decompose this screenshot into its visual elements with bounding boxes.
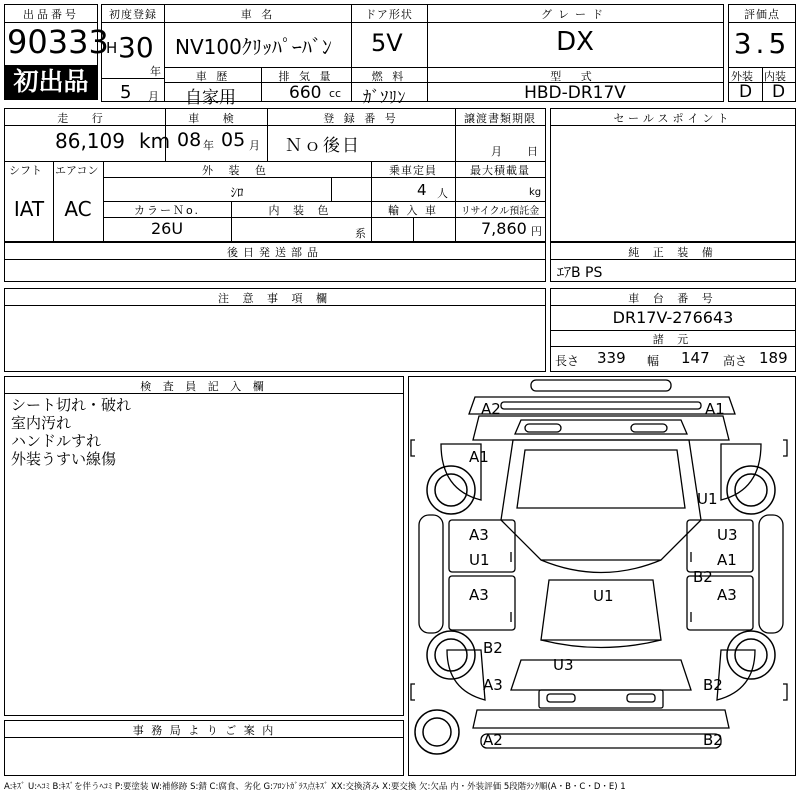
- width-label: 幅: [647, 354, 660, 368]
- damage-mark: U1: [593, 587, 614, 605]
- color-no-label: カラーＮo.: [133, 204, 201, 217]
- chassis-box: [550, 288, 796, 372]
- height-label: 高さ: [723, 354, 748, 368]
- damage-mark: A3: [483, 676, 503, 694]
- month-unit: 月: [148, 90, 159, 103]
- model-value: HBD-DR17V: [524, 83, 626, 103]
- model-label: 型 式: [550, 70, 600, 83]
- damage-mark: B2: [703, 731, 723, 749]
- ac-label: エアコン: [55, 164, 99, 177]
- capacity-unit: 人: [437, 187, 448, 200]
- sales-points-box: [550, 108, 796, 242]
- recycle-unit: 円: [531, 225, 542, 238]
- grade-value: DX: [556, 27, 594, 57]
- first-reg-box: [101, 4, 165, 102]
- year-era: H: [106, 39, 118, 57]
- damage-mark: A1: [469, 448, 489, 466]
- damage-mark: B2: [703, 676, 723, 694]
- ext-grade: D: [738, 82, 753, 102]
- shift-label: シフト: [9, 164, 42, 177]
- lot-label: 出品番号: [23, 8, 79, 21]
- year-unit: 年: [150, 65, 161, 78]
- history-value: 自家用: [185, 88, 236, 108]
- genuine-label: 純 正 装 備: [628, 246, 718, 259]
- genuine-value: ｴｱB PS: [557, 265, 603, 281]
- legend: A:ｷｽﾞ U:ﾍｺﾐ B:ｷｽﾞを伴うﾍｺﾐ P:要塗装 W:補修跡 S:錆 C:腐食、劣化 G:ﾌﾛﾝﾄｶﾞﾗｽ点ｷｽﾞ XX:交換済み X:要交換 欠:欠品 内・外装評価 5段階ﾗﾝｸ順(A・B・C・D・E) 1: [4, 782, 626, 792]
- car-name: NV100ｸﾘｯﾊﾟｰﾊﾞﾝ: [175, 35, 332, 59]
- damage-mark: U3: [553, 656, 574, 674]
- score-value: 3.5: [733, 27, 791, 60]
- displacement-value: 660: [289, 83, 322, 103]
- transfer-label: 譲渡書類期限: [464, 112, 536, 125]
- reg-label: 登 録 番 号: [323, 112, 399, 125]
- score-box: [728, 4, 796, 102]
- door-label: ドア形状: [365, 8, 413, 21]
- damage-mark: A2: [483, 731, 503, 749]
- capacity-label: 乗車定員: [389, 164, 437, 177]
- inspector-note: 外装うすい線傷: [11, 450, 117, 468]
- reg-value: Ｎｏ後日: [285, 136, 361, 156]
- ext-color-label: 外 装 色: [202, 164, 272, 177]
- sales-points-label: セールスポイント: [613, 112, 733, 125]
- inspector-note: 室内汚れ: [11, 414, 72, 432]
- lot-box: [4, 4, 109, 100]
- notes-label: 注 意 事 項 欄: [218, 292, 332, 305]
- import-label: 輸 入 車: [388, 204, 438, 217]
- first-reg-label: 初度登録: [109, 8, 157, 21]
- capacity-value: 4: [417, 181, 427, 199]
- int-grade-label: 内装: [764, 70, 786, 83]
- damage-mark: A3: [717, 586, 737, 604]
- specs-grid: [4, 108, 546, 242]
- load-unit: kg: [529, 187, 542, 198]
- chassis-label: 車 台 番 号: [628, 292, 718, 305]
- fuel-label: 燃 料: [371, 70, 407, 83]
- damage-mark: A1: [705, 400, 725, 418]
- displacement-label: 排 気 量: [278, 70, 334, 83]
- inspector-label: 検 査 員 記 入 欄: [140, 380, 268, 393]
- first-listing-text: 初出品: [13, 67, 89, 96]
- damage-mark: A3: [469, 586, 489, 604]
- genuine-box: [550, 242, 796, 282]
- transfer-month-unit: 月: [491, 145, 502, 158]
- mileage-unit: km: [139, 129, 171, 153]
- damage-mark: A1: [717, 551, 737, 569]
- grade-label: グレード: [541, 8, 609, 21]
- later-parts-box: [4, 242, 546, 282]
- fuel-value: ｶﾞｿﾘﾝ: [363, 88, 406, 108]
- mileage-value: 86,109: [55, 129, 125, 153]
- recycle-label: リサイクル預託金: [460, 206, 540, 217]
- length-value: 339: [597, 349, 626, 367]
- notes-box: [4, 288, 546, 372]
- shift-value: IAT: [13, 197, 45, 221]
- inspector-notes: [11, 396, 131, 468]
- insp-month-unit: 月: [249, 139, 260, 152]
- history-label: 車 歴: [195, 70, 231, 83]
- int-color-unit: 系: [355, 227, 366, 240]
- damage-mark: A3: [469, 526, 489, 544]
- inspector-note: ハンドルすれ: [11, 432, 102, 450]
- ac-value: AC: [64, 197, 92, 221]
- load-label: 最大積載量: [470, 164, 530, 177]
- recycle-value: 7,860: [481, 219, 527, 238]
- displacement-unit: cc: [329, 87, 342, 100]
- damage-mark: U1: [469, 551, 490, 569]
- car-diagram-box: [408, 376, 796, 776]
- width-value: 147: [681, 349, 710, 367]
- office-box: [4, 720, 404, 776]
- office-label: 事 務 局 よ り ご 案 内: [132, 724, 276, 737]
- length-label: 長さ: [555, 354, 580, 368]
- chassis-value: DR17V-276643: [612, 308, 734, 327]
- ext-grade-label: 外装: [731, 70, 753, 83]
- first-listing-badge: [5, 65, 97, 99]
- insp-year-unit: 年: [203, 139, 214, 152]
- car-name-label: 車 名: [240, 8, 276, 21]
- height-value: 189: [759, 349, 788, 367]
- transfer-day-unit: 日: [527, 145, 538, 158]
- damage-mark: B2: [693, 568, 713, 586]
- car-diagram: [409, 377, 795, 775]
- int-grade: D: [771, 82, 786, 102]
- damage-mark: U3: [717, 526, 738, 544]
- dims-label: 諸 元: [652, 333, 694, 346]
- header-grid: [164, 4, 724, 108]
- inspector-note: シート切れ・破れ: [11, 396, 132, 414]
- door-value: 5V: [371, 29, 403, 57]
- score-label: 評価点: [744, 8, 780, 21]
- int-color-label: 内 装 色: [268, 204, 334, 217]
- year-value: 30: [118, 31, 154, 64]
- insp-month: 05: [221, 129, 246, 151]
- damage-mark: U1: [697, 490, 718, 508]
- later-parts-label: 後日発送部品: [227, 246, 323, 259]
- lot-number: 90333: [7, 23, 109, 61]
- insp-year: 08: [177, 129, 202, 151]
- inspector-box: [4, 376, 404, 716]
- color-no-value: 26U: [150, 219, 184, 238]
- damage-mark: B2: [483, 639, 503, 657]
- mileage-label: 走 行: [57, 112, 113, 125]
- ext-color-value: ｼﾛ: [230, 186, 244, 201]
- month-value: 5: [120, 82, 132, 103]
- damage-mark: A2: [481, 400, 501, 418]
- inspection-label: 車 検: [188, 112, 244, 125]
